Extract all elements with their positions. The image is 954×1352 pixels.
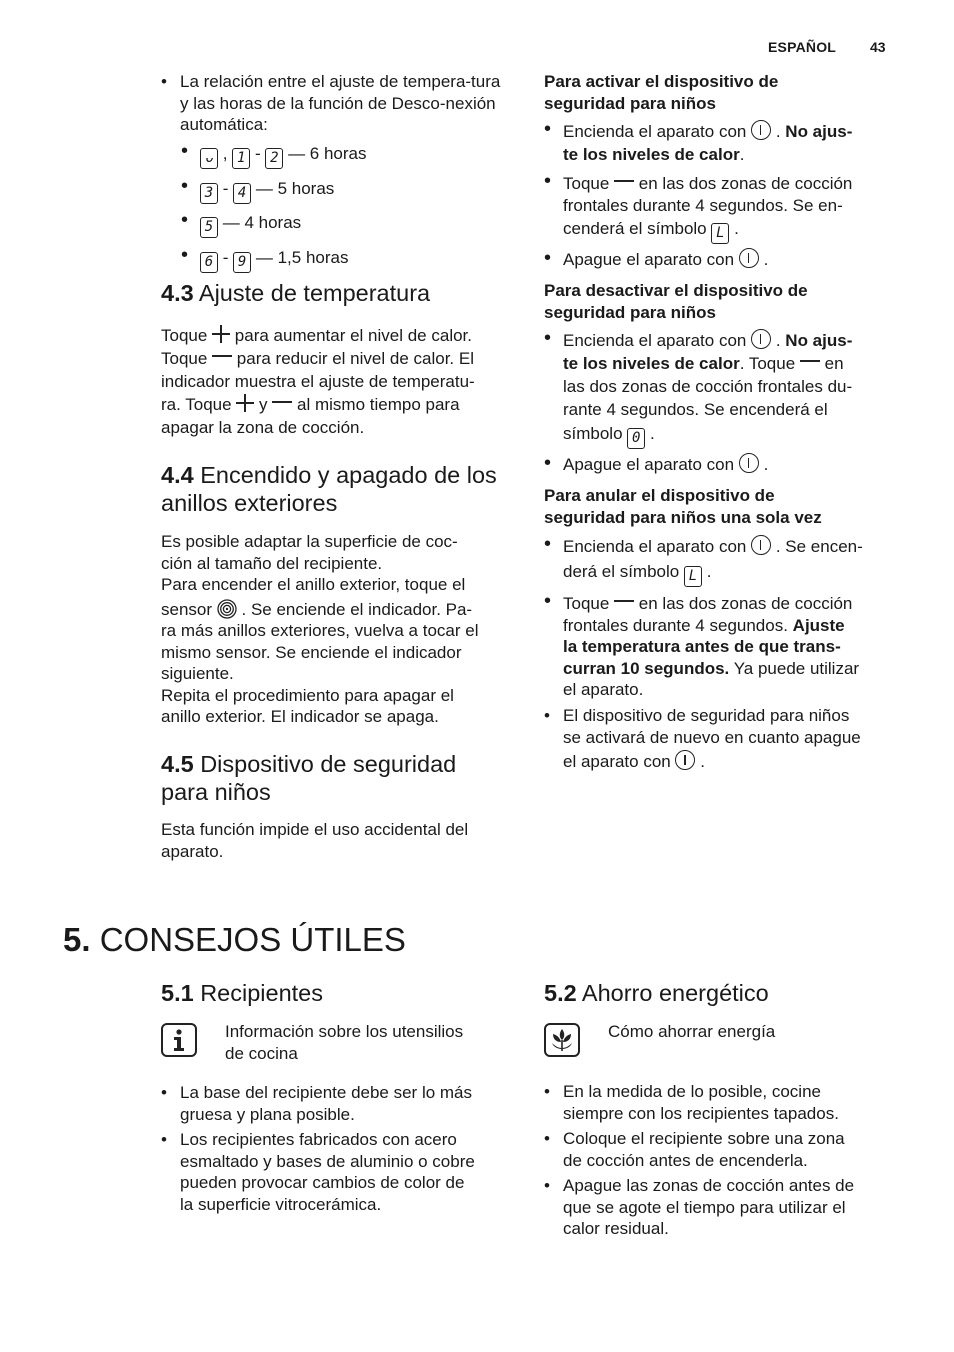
list-item: • La base del recipiente debe ser lo más gruesa y plana posible.	[161, 1082, 513, 1125]
deactivate-step-1: • Encienda el aparato con . No ajus- te los niveles de calor. Toque en las dos zonas de cocción frontales du- rante 4 segundos. Se encenderá el símbolo 0 .	[544, 329, 896, 449]
ring-sensor-icon	[217, 599, 237, 619]
on-off-icon	[675, 750, 695, 770]
list-item: • Apague las zonas de cocción antes de que se agote el tiempo para utilizar el calor residual.	[544, 1175, 896, 1240]
section-4-5-title: 4.5 Dispositivo de seguridad para niños	[161, 751, 457, 805]
hours-list	[181, 143, 533, 273]
section-4-5-body: Esta función impide el uso accidental del aparato.	[161, 820, 469, 861]
info-note-5-2: Cómo ahorrar energía	[608, 1022, 776, 1041]
left-column	[161, 71, 513, 136]
on-off-icon	[751, 329, 771, 349]
section-4-4-title: 4.4 Encendido y apagado de los anillos exteriores	[161, 462, 497, 516]
symbol-box: 1	[232, 148, 250, 169]
header-language: ESPAÑOL	[768, 39, 837, 55]
page-number: 43	[870, 39, 886, 55]
info-note-5-1: Información sobre los utensilios de cocina	[225, 1022, 464, 1063]
on-off-icon	[751, 535, 771, 555]
section-4-3-title: 4.3 Ajuste de temperatura	[161, 280, 431, 306]
on-off-icon	[739, 248, 759, 268]
on-off-icon	[751, 120, 771, 140]
hours-row-1-5: • 6 - 9 — 1,5 horas	[181, 247, 533, 273]
activate-step-3: • Apague el aparato con .	[544, 248, 896, 272]
minus-icon	[272, 398, 292, 408]
info-icon	[161, 1023, 197, 1057]
activate-step-2: • Toque en las dos zonas de cocción frontales durante 4 segundos. Se en- cenderá el símbolo L .	[544, 173, 896, 244]
symbol-box: 4	[233, 183, 251, 204]
override-step-3: • El dispositivo de seguridad para niños se activará de nuevo en cuanto apague el aparato con .	[544, 705, 896, 775]
minus-icon	[614, 597, 634, 607]
symbol-box: 9	[233, 252, 251, 273]
plus-icon	[212, 325, 230, 343]
symbol-box: 2	[265, 148, 283, 169]
symbol-box: 3	[200, 183, 218, 204]
minus-icon	[614, 177, 634, 187]
section-5-1-title: 5.1 Recipientes	[161, 980, 323, 1006]
deactivate-step-2: • Apague el aparato con .	[544, 453, 896, 477]
override-step-1: • Encienda el aparato con . Se encen- derá el símbolo L .	[544, 534, 896, 587]
intro-bullet: • La relación entre el ajuste de tempera-tura y las horas de la función de Desco-nexión automática:	[161, 71, 513, 136]
section-4-4-body: Es posible adaptar la superficie de coc- ción al tamaño del recipiente. Para encender el anillo exterior, toque el sensor . Se enciende el indicador. Pa- ra más anillos exteriores, vuelva a tocar el mismo sensor. Se enciende el indicador siguiente. Repita el procedimiento para apagar el anillo exterior. El indicador se apaga.	[161, 532, 479, 726]
section-5-2-list	[544, 1081, 896, 1240]
symbol-box: L	[711, 223, 729, 244]
list-item: • Coloque el recipiente sobre una zona de cocción antes de encenderla.	[544, 1128, 896, 1171]
symbol-box: ᴗ	[200, 148, 218, 169]
chapter-5-title: 5. CONSEJOS ÚTILES	[63, 921, 406, 958]
symbol-box: L	[684, 566, 702, 587]
override-heading: Para anular el dispositivo de seguridad para niños una sola vez	[544, 486, 822, 527]
eco-leaf-icon	[544, 1023, 580, 1057]
section-4-3-body: Toque para aumentar el nivel de calor. Toque para reducir el nivel de calor. El indicador muestra el ajuste de temperatu- ra. Toque y al mismo tiempo para apagar la zona de cocción.	[161, 326, 475, 437]
activate-step-1: • Encienda el aparato con . No ajus- te los niveles de calor.	[544, 120, 896, 166]
symbol-box: 5	[200, 217, 218, 238]
plus-icon	[236, 394, 254, 412]
deactivate-heading: Para desactivar el dispositivo de seguridad para niños	[544, 281, 808, 322]
override-step-2: • Toque en las dos zonas de cocción frontales durante 4 segundos. Ajuste la temperatura antes de que trans- curran 10 segundos. Ya puede utilizar el aparato.	[544, 593, 896, 701]
symbol-box: 0	[627, 428, 645, 449]
on-off-icon	[739, 453, 759, 473]
minus-icon	[212, 352, 232, 362]
symbol-box: 6	[200, 252, 218, 273]
right-column	[544, 71, 896, 775]
list-item: • Los recipientes fabricados con acero esmaltado y bases de aluminio o cobre pueden provocar cambios de color de la superficie vitrocerámica.	[161, 1129, 513, 1215]
section-5-1-list	[161, 1082, 513, 1215]
minus-icon	[800, 357, 820, 367]
list-item: • En la medida de lo posible, cocine siempre con los recipientes tapados.	[544, 1081, 896, 1124]
section-5-2-title: 5.2 Ahorro energético	[544, 980, 769, 1006]
hours-row-6: • ᴗ , 1 - 2 — 6 horas	[181, 143, 533, 169]
activate-heading: Para activar el dispositivo de seguridad para niños	[544, 72, 779, 113]
hours-row-5: • 3 - 4 — 5 horas	[181, 178, 533, 204]
hours-row-4: • 5 — 4 horas	[181, 212, 533, 238]
